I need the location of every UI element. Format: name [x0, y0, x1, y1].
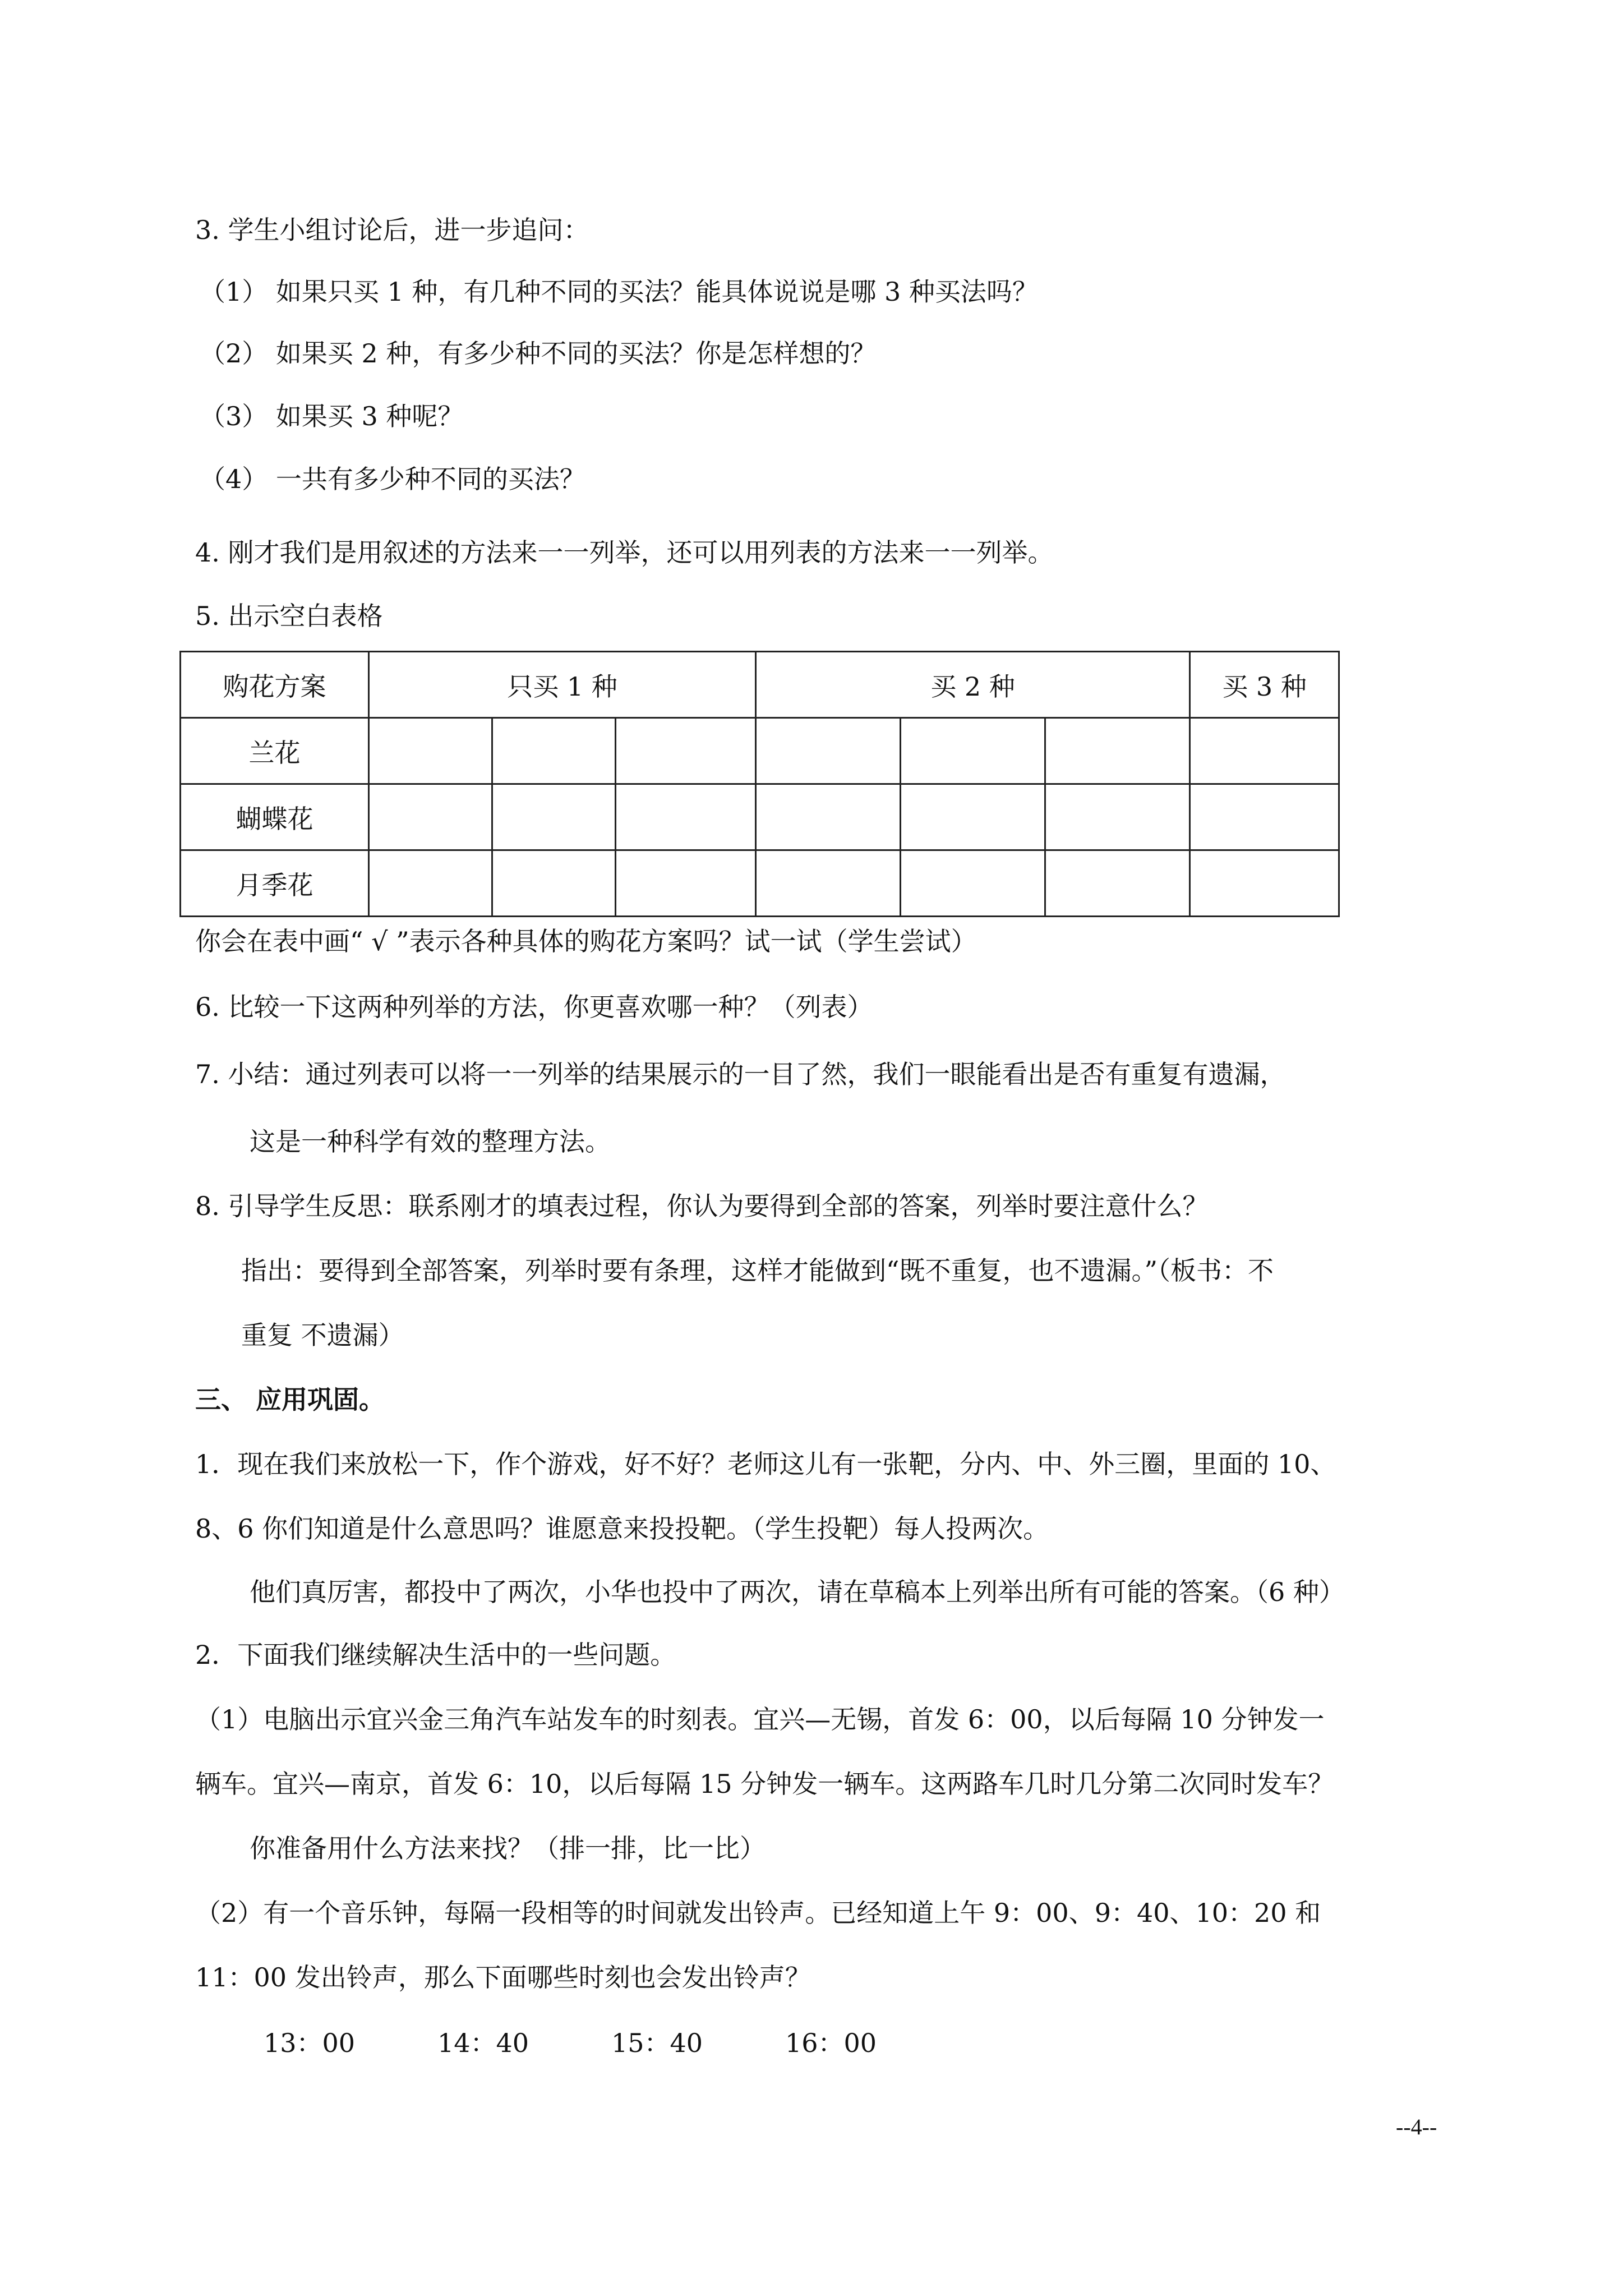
section-3-p2-2-line-1: （2）有一个音乐钟，每隔一段相等的时间就发出铃声。已经知道上午 9：00、9：40、10：20 和	[195, 1898, 1321, 1928]
section-3-heading: 三、 应用巩固。	[195, 1384, 385, 1415]
table-cell	[492, 850, 616, 917]
table-cell	[901, 850, 1045, 917]
question-2: （2） 如果买 2 种，有多少种不同的买法？你是怎样想的？	[200, 338, 877, 369]
section-3-p2-1-line-3: 你准备用什么方法来找？（排一排，比一比）	[250, 1833, 766, 1864]
time-option: 13：00	[264, 2028, 356, 2058]
question-1: （1） 如果只买 1 种，有几种不同的买法？能具体说说是哪 3 种买法吗？	[200, 277, 1038, 307]
table-row	[181, 850, 1339, 917]
table-cell	[756, 850, 901, 917]
item-7-line-1: 7. 小结：通过列表可以将一一列举的结果展示的一目了然，我们一眼能看出是否有重复有遗漏，	[195, 1059, 1286, 1089]
table-cell	[901, 718, 1045, 784]
flower-plan-table	[179, 651, 1340, 917]
table-cell	[1045, 718, 1190, 784]
table-header-cell: 购花方案	[181, 652, 369, 718]
question-4: （4） 一共有多少种不同的买法？	[200, 464, 585, 494]
item-7-line-2: 这是一种科学有效的整理方法。	[250, 1126, 611, 1157]
table-cell	[369, 784, 492, 850]
time-option: 16：00	[785, 2028, 877, 2058]
table-cell	[369, 850, 492, 917]
table-cell	[616, 718, 756, 784]
item-5: 5. 出示空白表格	[195, 601, 383, 631]
table-cell	[901, 784, 1045, 850]
table-cell	[1045, 784, 1190, 850]
row-label: 兰花	[181, 718, 369, 784]
time-option: 14：40	[437, 2028, 529, 2058]
row-label: 月季花	[181, 850, 369, 917]
table-row	[181, 718, 1339, 784]
table-cell	[1190, 850, 1339, 917]
table-header-cell: 买 2 种	[756, 652, 1190, 718]
after-table-text: 你会在表中画“ √ ”表示各种具体的购花方案吗？试一试（学生尝试）	[195, 926, 977, 956]
table-header-cell: 买 3 种	[1190, 652, 1339, 718]
section-3-p2: 2．下面我们继续解决生活中的一些问题。	[195, 1640, 676, 1670]
table-cell	[492, 784, 616, 850]
item-3: 3. 学生小组讨论后，进一步追问：	[195, 215, 589, 245]
question-3: （3） 如果买 3 种呢？	[200, 401, 464, 431]
section-3-p1-line-1: 1．现在我们来放松一下，作个游戏，好不好？老师这儿有一张靶，分内、中、外三圈，里面的 10、	[195, 1449, 1336, 1479]
item-8-note-line-1: 指出：要得到全部答案，列举时要有条理，这样才能做到“既不重复，也不遗漏。”（板书：不	[241, 1255, 1274, 1286]
table-cell	[616, 784, 756, 850]
table-cell	[492, 718, 616, 784]
section-3-p1-line-2: 8、6 你们知道是什么意思吗？谁愿意来投投靶。（学生投靶）每人投两次。	[195, 1513, 1049, 1544]
page-number: --4--	[1396, 2114, 1437, 2139]
item-6: 6. 比较一下这两种列举的方法，你更喜欢哪一种？（列表）	[195, 992, 873, 1022]
table-cell	[1190, 718, 1339, 784]
table-cell	[1045, 850, 1190, 917]
item-8: 8. 引导学生反思：联系刚才的填表过程，你认为要得到全部的答案，列举时要注意什么？	[195, 1191, 1209, 1221]
section-3-p2-1-line-1: （1）电脑出示宜兴金三角汽车站发车的时刻表。宜兴—无锡，首发 6：00，以后每隔 10 分钟发一	[195, 1704, 1325, 1734]
table-header-cell: 只买 1 种	[369, 652, 756, 718]
table-cell	[1190, 784, 1339, 850]
table-header-row	[181, 652, 1339, 718]
table-cell	[369, 718, 492, 784]
table-cell	[756, 718, 901, 784]
time-option: 15：40	[611, 2028, 703, 2058]
table-cell	[616, 850, 756, 917]
item-8-note-line-2: 重复 不遗漏）	[241, 1320, 404, 1350]
section-3-p2-2-line-2: 11：00 发出铃声，那么下面哪些时刻也会发出铃声？	[195, 1962, 811, 1993]
section-3-p2-1-line-2: 辆车。宜兴—南京，首发 6：10，以后每隔 15 分钟发一辆车。这两路车几时几分第二次同时发车？	[195, 1769, 1334, 1799]
item-4: 4. 刚才我们是用叙述的方法来一一列举，还可以用列表的方法来一一列举。	[195, 537, 1054, 568]
row-label: 蝴蝶花	[181, 784, 369, 850]
section-3-p1-line-3: 他们真厉害，都投中了两次，小华也投中了两次，请在草稿本上列举出所有可能的答案。（6 种）	[250, 1577, 1345, 1607]
table-row	[181, 784, 1339, 850]
table-cell	[756, 784, 901, 850]
